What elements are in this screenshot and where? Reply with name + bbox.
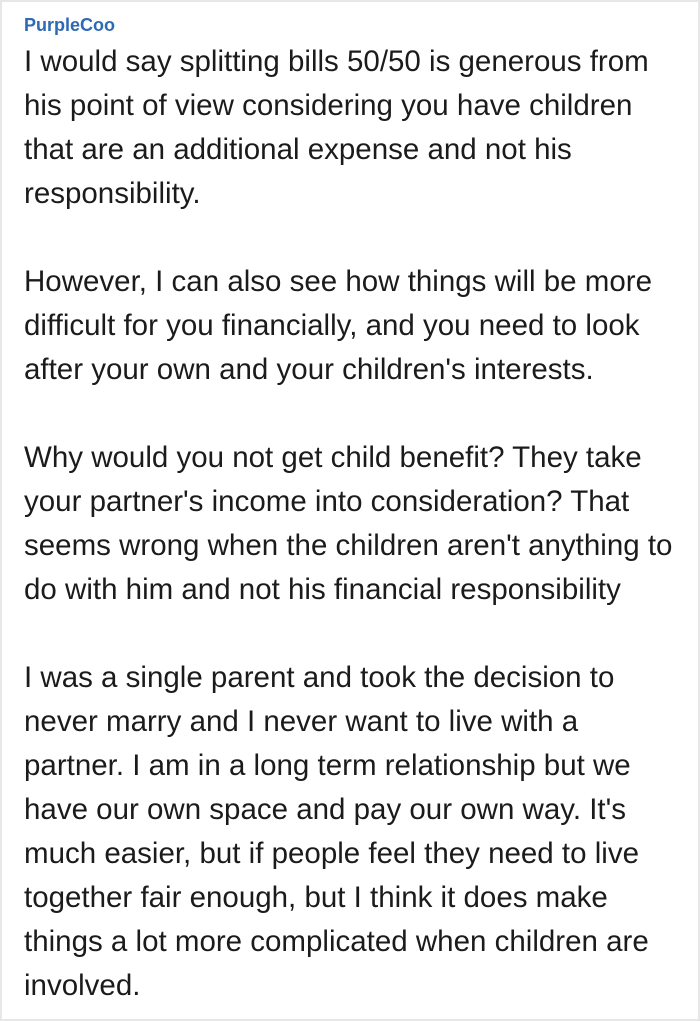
comment-author-link[interactable]: PurpleCoo — [24, 15, 116, 35]
comment-paragraph: However, I can also see how things will be more difficult for you financially, and you need to look after your own and your children's interests. — [24, 265, 652, 386]
comment-paragraph: I was a single parent and took the decision to never marry and I never want to live with a partner. I am in a long term relationship but we have our own space and pay our own way. It's much easier, but if people feel they need to live together fair enough, but I think it does make things a lot more complicated when children are involved. — [24, 661, 649, 1002]
comment-paragraph: Why would you not get child benefit? They take your partner's income into consideration? That seems wrong when the children aren't anything to do with him and not his financial responsibility — [24, 441, 673, 606]
comment-paragraph: I would say splitting bills 50/50 is generous from his point of view considering you have children that are an additional expense and not his responsibility. — [24, 45, 649, 210]
comment-card — [24, 14, 680, 1008]
